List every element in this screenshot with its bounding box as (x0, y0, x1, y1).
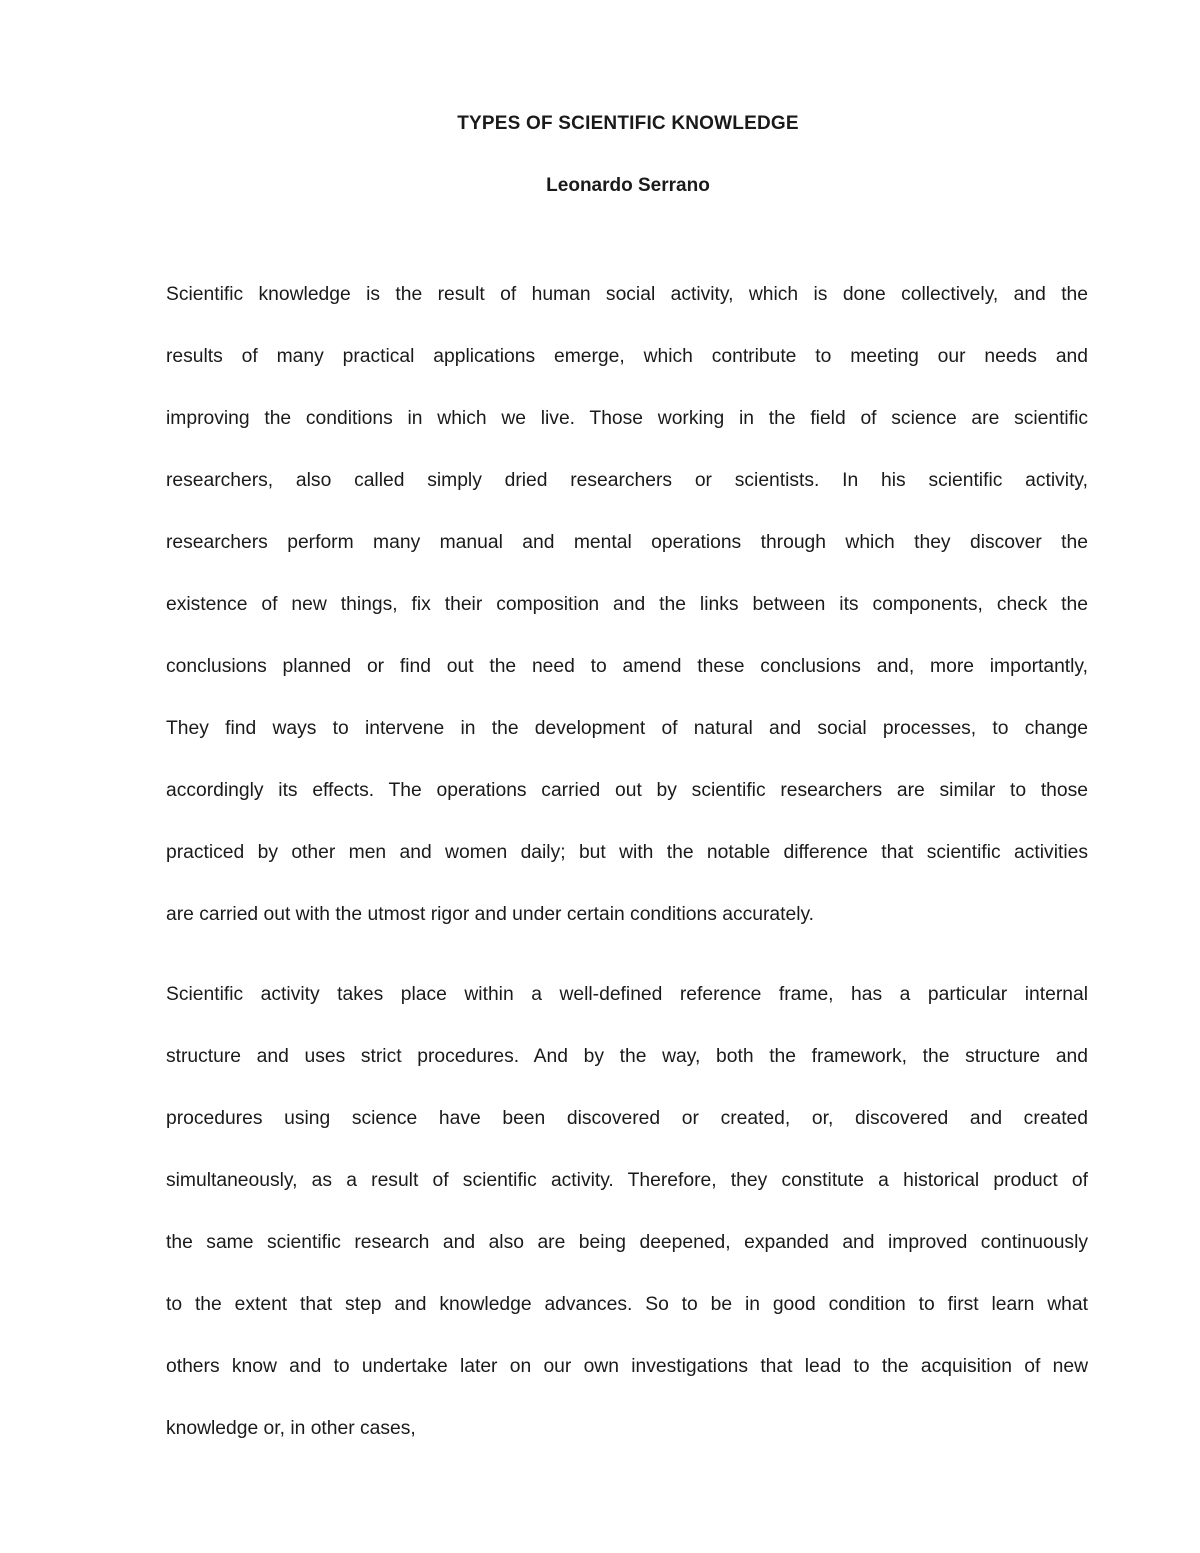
paragraph-line: simultaneously, as a result of scientific activity. Therefore, they constitute a historical product of (166, 1170, 1088, 1191)
paragraph-line: researchers perform many manual and mental operations through which they discover the (166, 532, 1088, 553)
paragraph-line: conclusions planned or find out the need to amend these conclusions and, more importantly, (166, 656, 1088, 677)
paragraph-line: others know and to undertake later on our own investigations that lead to the acquisition of new (166, 1356, 1088, 1377)
paragraph-line: are carried out with the utmost rigor and under certain conditions accurately. (166, 904, 815, 925)
paragraph-line: researchers, also called simply dried researchers or scientists. In his scientific activity, (166, 470, 1088, 491)
paragraph-line: structure and uses strict procedures. And by the way, both the framework, the structure and (166, 1046, 1088, 1067)
document-author: Leonardo Serrano (546, 175, 710, 196)
paragraph-line: Scientific knowledge is the result of human social activity, which is done collectively, and the (166, 284, 1088, 305)
paragraph-line: results of many practical applications emerge, which contribute to meeting our needs and (166, 346, 1088, 367)
paragraph-1 (166, 264, 1088, 946)
paragraph-line: existence of new things, fix their composition and the links between its components, check the (166, 594, 1088, 615)
paragraph-line: procedures using science have been discovered or created, or, discovered and created (166, 1108, 1088, 1129)
paragraph-line: Scientific activity takes place within a well-defined reference frame, has a particular internal (166, 984, 1088, 1005)
paragraph-line: to the extent that step and knowledge advances. So to be in good condition to first learn what (166, 1294, 1088, 1315)
document-title: TYPES OF SCIENTIFIC KNOWLEDGE (457, 113, 799, 134)
paragraph-line: accordingly its effects. The operations carried out by scientific researchers are similar to those (166, 780, 1088, 801)
paragraph-2 (166, 964, 1088, 1460)
paragraph-line: improving the conditions in which we live. Those working in the field of science are scientific (166, 408, 1088, 429)
paragraph-line: the same scientific research and also are being deepened, expanded and improved continuously (166, 1232, 1088, 1253)
paragraph-line: They find ways to intervene in the development of natural and social processes, to change (166, 718, 1088, 739)
paragraph-line: practiced by other men and women daily; but with the notable difference that scientific activities (166, 842, 1088, 863)
paragraph-line: knowledge or, in other cases, (166, 1418, 416, 1439)
